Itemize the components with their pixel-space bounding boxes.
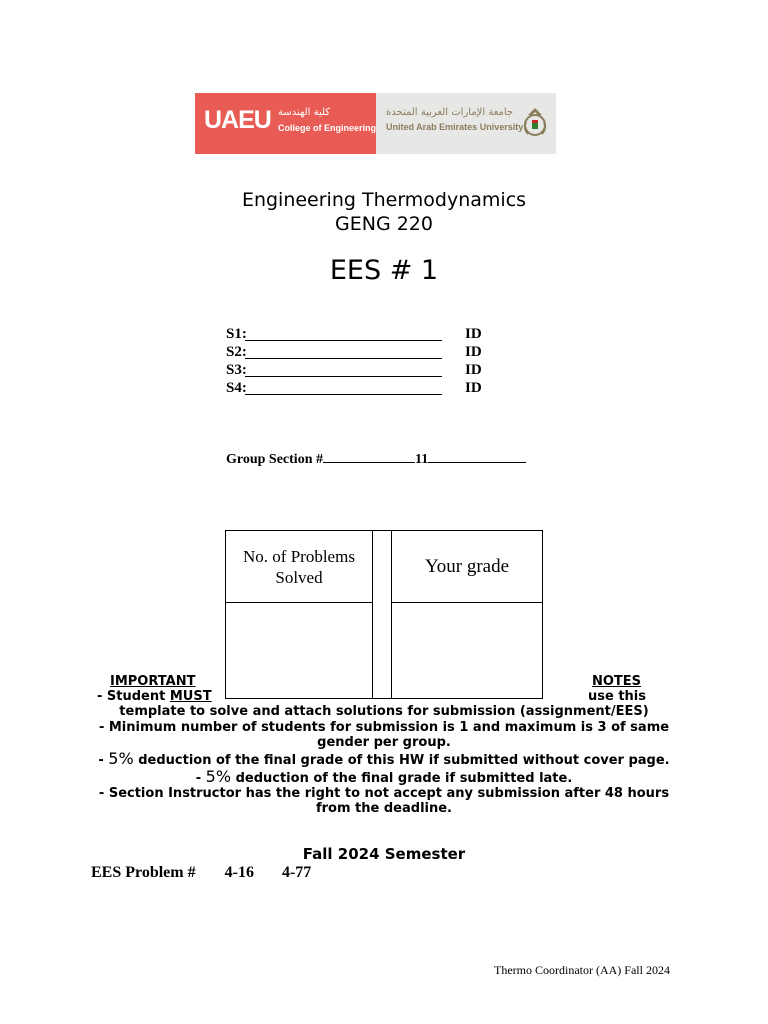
note-percent: 5% bbox=[205, 767, 232, 786]
student-name-line bbox=[245, 379, 442, 395]
grade-table-header-problems bbox=[225, 530, 373, 603]
ees-problem-item: 4-16 bbox=[224, 864, 254, 881]
note-line-1-left bbox=[97, 689, 212, 704]
note-min-students-line: - Minimum number of students for submission is 1 and maximum is 3 of same bbox=[98, 720, 670, 735]
note-template-line: template to solve and attach solutions for submission (assignment/EES) bbox=[119, 704, 649, 719]
uae-emblem-icon bbox=[522, 106, 548, 140]
student-row-1 bbox=[226, 325, 486, 343]
note-text: deduction of the final grade if submitted late. bbox=[231, 771, 573, 786]
student-id-label: ID bbox=[465, 326, 482, 342]
student-label: S4: bbox=[226, 380, 247, 396]
group-blank-right bbox=[428, 450, 526, 463]
ees-problem-label: EES Problem # bbox=[91, 864, 196, 881]
logo-red-panel bbox=[195, 93, 376, 154]
group-section-value: 11 bbox=[414, 452, 429, 467]
student-label: S2: bbox=[226, 344, 247, 360]
your-grade-cell[interactable] bbox=[391, 602, 543, 699]
uaeu-wordmark: UAEU bbox=[204, 106, 271, 134]
assignment-title: EES # 1 bbox=[329, 255, 439, 286]
note-must: MUST bbox=[169, 689, 212, 704]
notes-label: NOTES bbox=[592, 674, 642, 689]
grade-table-header-grade bbox=[391, 530, 543, 603]
college-arabic-name: كلية الهندسة bbox=[278, 107, 331, 118]
ees-problem-list bbox=[91, 864, 311, 882]
note-gender-line: gender per group. bbox=[317, 735, 451, 750]
course-code: GENG 220 bbox=[335, 213, 433, 235]
college-english-name: College of Engineering bbox=[278, 123, 377, 133]
note-text: deduction of the final grade of this HW if submitted without cover page. bbox=[133, 753, 670, 768]
problems-solved-header: No. of Problems Solved bbox=[243, 547, 355, 587]
student-id-label: ID bbox=[465, 344, 482, 360]
student-label: S1: bbox=[226, 326, 247, 342]
note-percent: 5% bbox=[108, 749, 134, 768]
grade-table-spacer-column bbox=[372, 530, 392, 699]
student-name-line bbox=[245, 325, 442, 341]
student-id-label: ID bbox=[465, 380, 482, 396]
course-name: Engineering Thermodynamics bbox=[241, 189, 527, 211]
note-late-deduction bbox=[0, 769, 768, 786]
important-label: IMPORTANT bbox=[110, 674, 196, 689]
note-dash: - bbox=[195, 771, 206, 786]
student-row-2 bbox=[226, 343, 486, 361]
student-row-3 bbox=[226, 361, 486, 379]
university-logo-banner bbox=[195, 93, 556, 154]
student-name-line bbox=[245, 343, 442, 359]
footer-coordinator: Thermo Coordinator (AA) Fall 2024 bbox=[494, 963, 670, 977]
group-section bbox=[226, 450, 526, 468]
student-label: S3: bbox=[226, 362, 247, 378]
your-grade-header: Your grade bbox=[424, 556, 510, 577]
university-english-name: United Arab Emirates University bbox=[386, 122, 524, 132]
note-student-prefix: - Student bbox=[97, 689, 170, 704]
university-arabic-name: جامعة الإمارات العربية المتحدة bbox=[386, 107, 514, 118]
note-deadline-line: from the deadline. bbox=[315, 801, 452, 816]
problems-solved-cell[interactable] bbox=[225, 602, 373, 699]
student-name-line bbox=[245, 361, 442, 377]
student-id-label: ID bbox=[465, 362, 482, 378]
note-cover-page-deduction bbox=[0, 751, 768, 768]
student-row-4 bbox=[226, 379, 486, 397]
ees-problem-item: 4-77 bbox=[281, 864, 312, 881]
note-dash: - bbox=[98, 753, 109, 768]
note-instructor-rights-line: - Section Instructor has the right to not accept any submission after 48 hours bbox=[98, 786, 670, 801]
group-section-label: Group Section # bbox=[226, 452, 323, 467]
logo-gray-panel bbox=[376, 93, 556, 154]
semester-label: Fall 2024 Semester bbox=[302, 845, 466, 863]
group-blank-left bbox=[323, 450, 415, 463]
note-line-1-right: use this bbox=[588, 689, 646, 704]
